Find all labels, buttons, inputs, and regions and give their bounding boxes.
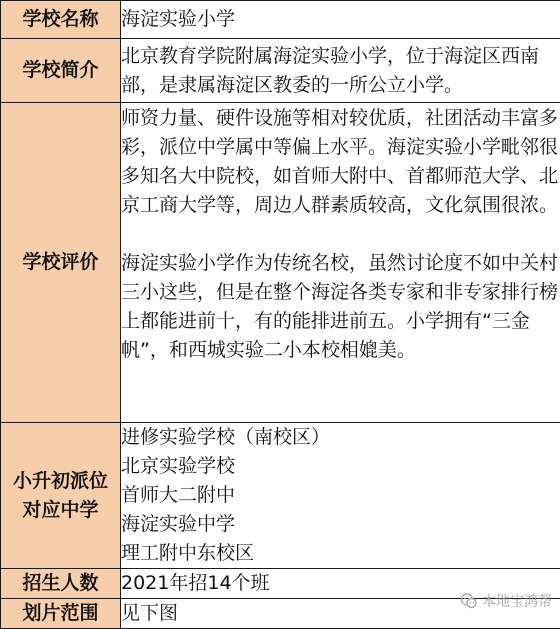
- value-middle-schools: [121, 423, 560, 569]
- label-school-review: 学校评价: [1, 103, 121, 423]
- watermark: [460, 591, 552, 611]
- label-line: 对应中学: [1, 496, 120, 525]
- row-middle-schools: [1, 423, 560, 569]
- value-enrollment: 2021年招14个班: [121, 569, 560, 599]
- label-school-intro: 学校简介: [1, 39, 121, 103]
- review-paragraph: 师资力量、硬件设施等相对较优质，社团活动丰富多彩，派位中学属中等偏上水平。海淀实验小学毗邻很多知名大中院校，如首师大附中、首都师范大学、北京工商大学等，周边人群素质较高，文化氛围很浓。: [121, 104, 560, 220]
- label-zoning: 划片范围: [1, 599, 121, 629]
- paragraph-gap: [121, 220, 560, 249]
- wechat-icon: [460, 592, 478, 610]
- value-school-name: 海淀实验小学: [121, 1, 560, 39]
- label-line: 小升初派位: [1, 467, 120, 496]
- list-item: 海淀实验中学: [121, 510, 560, 539]
- label-school-name: 学校名称: [1, 1, 121, 39]
- watermark-text: 本地宝鸿帮: [482, 591, 552, 611]
- row-school-intro: [1, 39, 560, 103]
- list-item: 首师大二附中: [121, 481, 560, 510]
- label-enrollment: 招生人数: [1, 569, 121, 599]
- list-item: 进修实验学校（南校区）: [121, 423, 560, 452]
- list-item: 理工附中东校区: [121, 539, 560, 568]
- list-item: 北京实验学校: [121, 452, 560, 481]
- value-school-review: [121, 103, 560, 423]
- review-paragraph: 海淀实验小学作为传统名校，虽然讨论度不如中关村三小这些，但是在整个海淀各类专家和非专家排行榜上都能进前十，有的能排进前五。小学拥有“三金帆”，和西城实验二小本校相媲美。: [121, 249, 560, 365]
- row-school-review: [1, 103, 560, 423]
- label-middle-schools: [1, 423, 121, 569]
- value-school-intro: 北京教育学院附属海淀实验小学，位于海淀区西南部，是隶属海淀区教委的一所公立小学。: [121, 39, 560, 103]
- value-zoning: 见下图: [121, 599, 560, 629]
- row-school-name: [1, 1, 560, 39]
